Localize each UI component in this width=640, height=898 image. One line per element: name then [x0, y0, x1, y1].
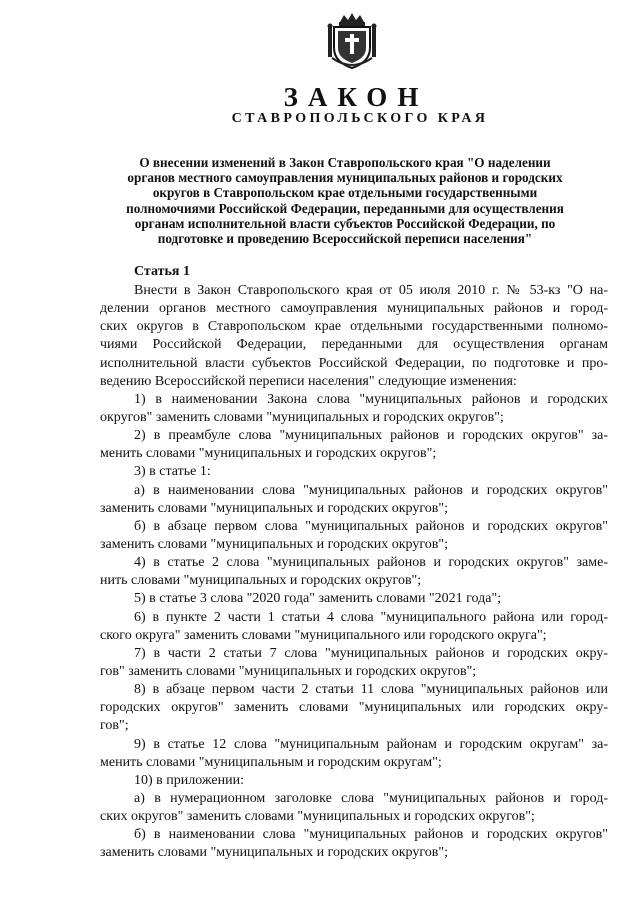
body-line: а) в наименовании слова "муниципальных районов и городских округов" [134, 482, 608, 498]
body-line: гов"; [100, 718, 129, 734]
body-line: 6) в пункте 2 части 1 статьи 4 слова "муниципального района или город- [134, 609, 608, 625]
body-line: 2) в преамбуле слова "муниципальных районов и городских округов" за- [134, 428, 608, 444]
body-line: заменить словами "муниципальных и городских округов"; [100, 845, 448, 861]
heading-line: О внесении изменений в Закон Ставропольского края "О наделении [139, 155, 551, 170]
body-line: 10) в приложении: [134, 772, 244, 788]
body-line: 3) в статье 1: [134, 464, 211, 480]
body-line: 9) в статье 12 слова "муниципальным районам и городским округам" за- [134, 736, 608, 752]
body-line: ского округа" заменить словами "муниципального или городского округа"; [100, 627, 547, 643]
body-line: заменить словами "муниципальных и городских округов"; [100, 536, 448, 552]
heading-line: подготовке и проведению Всероссийской переписи населения" [157, 231, 533, 247]
body-line: гов" заменить словами "муниципальных и городских округов"; [100, 663, 477, 679]
heading-line: полномочиями Российской Федерации, переданными для осуществления [126, 200, 564, 216]
article-body [100, 282, 608, 863]
coat-of-arms-emblem [326, 12, 378, 70]
heading-line: органов местного самоуправления муниципальных районов и городских [127, 170, 563, 186]
body-line: округов" заменить словами "муниципальных и городских округов"; [100, 409, 504, 425]
body-line: б) в абзаце первом слова "муниципальных районов и городских округов" [134, 518, 608, 534]
body-line: Внести в Закон Ставропольского края от 05 июля 2010 г. № 53-кз "О на- [134, 283, 608, 298]
law-subtitle: СТАВРОПОЛЬСКОГО КРАЯ [231, 111, 489, 126]
body-line: 1) в наименовании Закона слова "муниципальных районов и городских [134, 391, 608, 407]
body-line: ведению Всероссийской переписи населения" следующие изменения: [100, 373, 517, 389]
heading-line: округов в Ставропольском крае отдельными государственными [152, 185, 538, 201]
body-line: а) в нумерационном заголовке слова "муниципальных районов и город- [134, 790, 608, 806]
body-line: чиями Российской Федерации, переданными для осуществления органам [100, 337, 608, 353]
coat-of-arms-icon [326, 12, 378, 70]
body-line: 7) в части 2 статьи 7 слова "муниципальных районов и городских окру- [134, 645, 608, 661]
body-line: исполнительной власти субъектов Российской Федерации, по подготовке и про- [100, 355, 608, 371]
body-line: б) в наименовании слова "муниципальных районов и городских округов" [134, 827, 608, 843]
body-line: менить словами "муниципальных и городских округов"; [100, 446, 437, 462]
article-title: Статья 1 [134, 264, 190, 279]
body-line: 4) в статье 2 слова "муниципальных районов и городских округов" заме- [134, 555, 608, 571]
body-line: городских округов" заменить словами "муниципальных или городских окру- [100, 700, 608, 716]
document-heading [100, 155, 590, 246]
body-line: нить словами "муниципальных и городских округов"; [100, 573, 422, 589]
body-line: ских округов" заменить словами "муниципальных и городских округов"; [100, 809, 535, 825]
body-line: 5) в статье 3 слова "2020 года" заменить словами "2021 года"; [134, 591, 502, 607]
body-line: заменить словами "муниципальных и городских округов"; [100, 500, 448, 516]
heading-line: органам исполнительной власти субъектов Российской Федерации, по [134, 215, 556, 231]
body-line: делении органов местного самоуправления муниципальных районов и город- [100, 301, 608, 317]
body-line: менить словами "муниципальным и городским округам"; [100, 754, 442, 770]
body-line: 8) в абзаце первом части 2 статьи 11 слова "муниципальных районов или [134, 682, 608, 698]
law-title: ЗАКОН [283, 82, 429, 112]
body-line: ских округов в Ставропольском крае отдельными государственными полномо- [100, 319, 608, 335]
